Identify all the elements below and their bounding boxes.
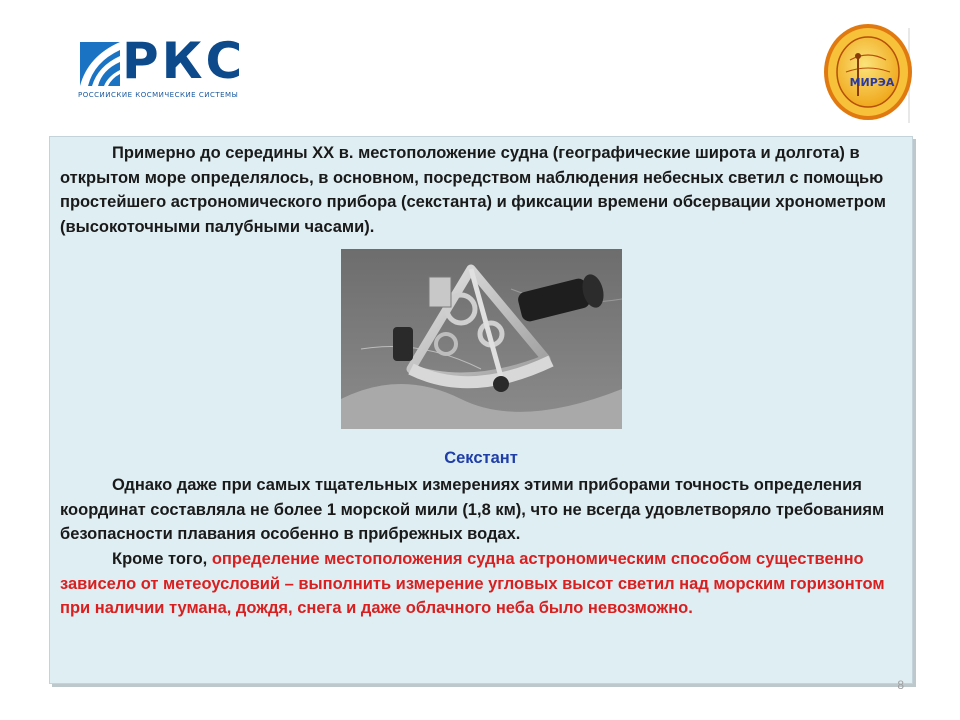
- mirea-emblem-label: МИРЭА: [849, 76, 895, 89]
- weather-paragraph-lead: Кроме того,: [112, 550, 212, 568]
- sextant-photo: [341, 249, 622, 429]
- mirea-emblem-icon: [820, 20, 916, 124]
- rks-logo: [78, 32, 258, 104]
- page-number: 8: [897, 678, 904, 692]
- sextant-image: [341, 249, 622, 429]
- image-caption: Секстант: [444, 449, 518, 467]
- rks-emblem-icon: [78, 38, 122, 88]
- accuracy-paragraph: Однако даже при самых тщательных измерениях этими приборами точность определения координат составляла не более 1 морской мили (1,8 км), что не всегда удовлетворяло требованиям безопасности плавания особенно в прибрежных водах.: [60, 476, 885, 543]
- weather-paragraph: [60, 547, 905, 621]
- content-panel: [49, 136, 913, 684]
- rks-logo-subtitle: РОССИЙСКИЕ КОСМИЧЕСКИЕ СИСТЕМЫ: [78, 91, 239, 99]
- intro-paragraph: Примерно до середины XX в. местоположение судна (географические широта и долгота) в открытом море определялось, в основном, посредством наблюдения небесных светил с помощью простейшего астрономического прибора (секстанта) и фиксации времени обсервации хронометром (высокоточными палубными часами).: [60, 144, 886, 236]
- mirea-logo: [820, 20, 916, 124]
- weather-paragraph-highlight: определение местоположения судна астрономическим способом существенно зависело от метеоусловий – выполнить измерение угловых высот светил над морским горизонтом при наличии тумана, дождя, снега и даже облачного неба было невозможно.: [60, 550, 885, 617]
- rks-logo-text: РКС: [122, 32, 246, 90]
